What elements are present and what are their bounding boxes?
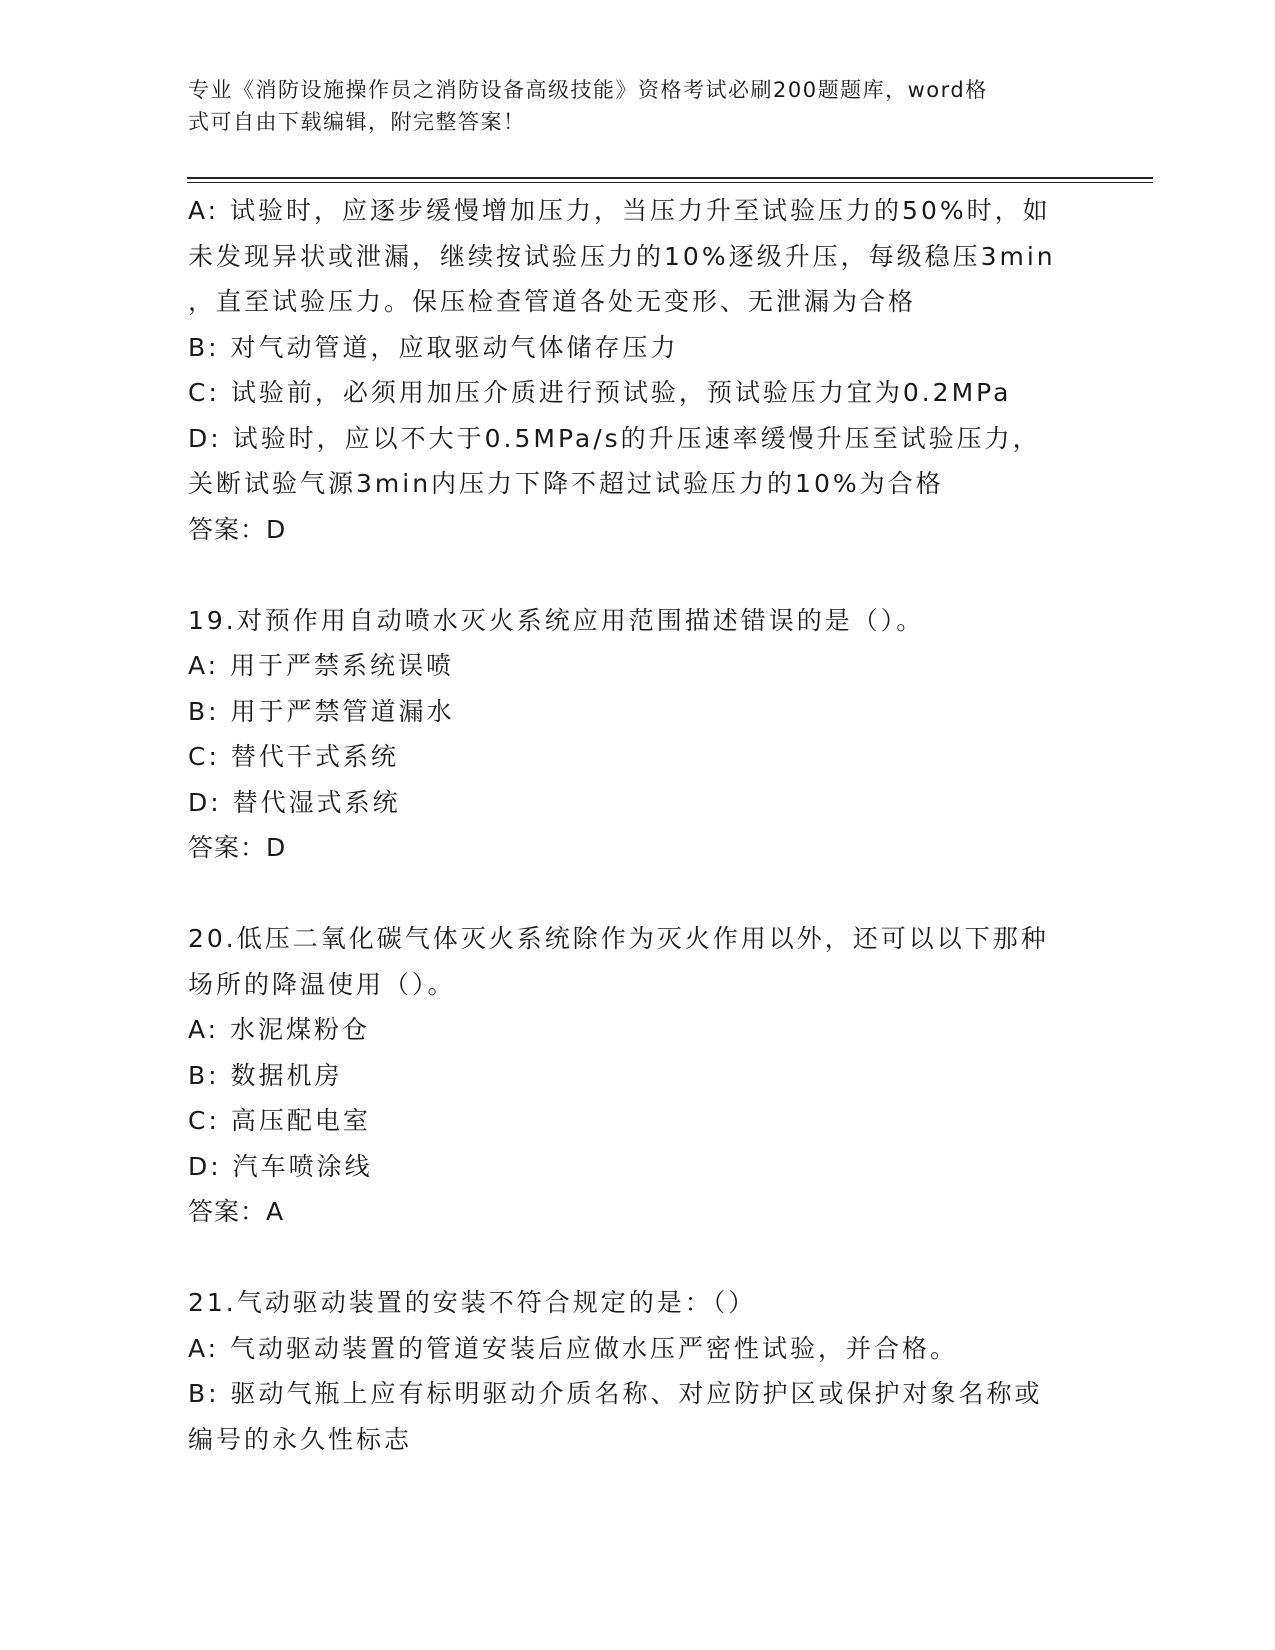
question-21: [188, 1280, 1088, 1462]
answer-20: 答案：A: [188, 1197, 285, 1226]
option-b-line-1: B: 驱动气瓶上应有标明驱动介质名称、对应防护区或保护对象名称或: [188, 1379, 1043, 1408]
header-title-line-2: 式可自由下载编辑，附完整答案！: [188, 110, 526, 134]
option-c: C: 高压配电室: [188, 1106, 371, 1135]
option-d: D: 替代湿式系统: [188, 787, 401, 817]
option-c: C: 试验前，必须用加压介质进行预试验，预试验压力宜为0.2MPa: [188, 378, 1012, 407]
option-d: D: 汽车喷涂线: [188, 1151, 373, 1181]
question-18-tail: [188, 188, 1088, 552]
option-d-line-2: 关断试验气源3min内压力下降不超过试验压力的10%为合格: [188, 469, 944, 498]
option-b: B: 用于严禁管道漏水: [188, 696, 455, 726]
spacer: [188, 552, 1088, 598]
option-a-line-2: 未发现异状或泄漏，继续按试验压力的10%逐级升压，每级稳压3min: [188, 241, 1056, 271]
question-stem: 21.气动驱动装置的安装不符合规定的是：（）: [188, 1288, 757, 1317]
option-b: B: 数据机房: [188, 1060, 343, 1090]
option-b-line-2: 编号的永久性标志: [188, 1424, 413, 1454]
header-divider-thick: [187, 177, 1153, 179]
option-a-line-1: A: 试验时，应逐步缓慢增加压力，当压力升至试验压力的50%时，如: [188, 196, 1051, 225]
option-a-line-3: ，直至试验压力。保压检查管道各处无变形、无泄漏为合格: [188, 287, 917, 316]
header-divider-thin: [187, 182, 1153, 183]
spacer: [188, 871, 1088, 917]
option-a: A: 水泥煤粉仓: [188, 1015, 371, 1044]
option-b: B: 对气动管道，应取驱动气体储存压力: [188, 332, 679, 362]
question-stem-line-2: 场所的降温使用（）。: [188, 969, 456, 999]
question-20: [188, 916, 1088, 1235]
header-title-line-1: 专业《消防设施操作员之消防设备高级技能》资格考试必刷200题题库，word格: [188, 78, 988, 102]
question-19: [188, 598, 1088, 871]
question-content: [188, 188, 1088, 1462]
spacer: [188, 1235, 1088, 1281]
option-a: A: 用于严禁系统误喷: [188, 651, 455, 680]
option-a: A: 气动驱动装置的管道安装后应做水压严密性试验，并合格。: [188, 1333, 959, 1363]
answer-18: 答案：D: [188, 514, 287, 544]
document-header: [188, 74, 1068, 138]
option-c: C: 替代干式系统: [188, 742, 399, 771]
question-stem: 19.对预作用自动喷水灭火系统应用范围描述错误的是（）。: [188, 605, 925, 635]
answer-19: 答案：D: [188, 833, 287, 862]
question-stem-line-1: 20.低压二氧化碳气体灭火系统除作为灭火作用以外，还可以以下那种: [188, 924, 1049, 953]
option-d-line-1: D: 试验时，应以不大于0.5MPa/s的升压速率缓慢升压至试验压力，: [188, 423, 1041, 453]
